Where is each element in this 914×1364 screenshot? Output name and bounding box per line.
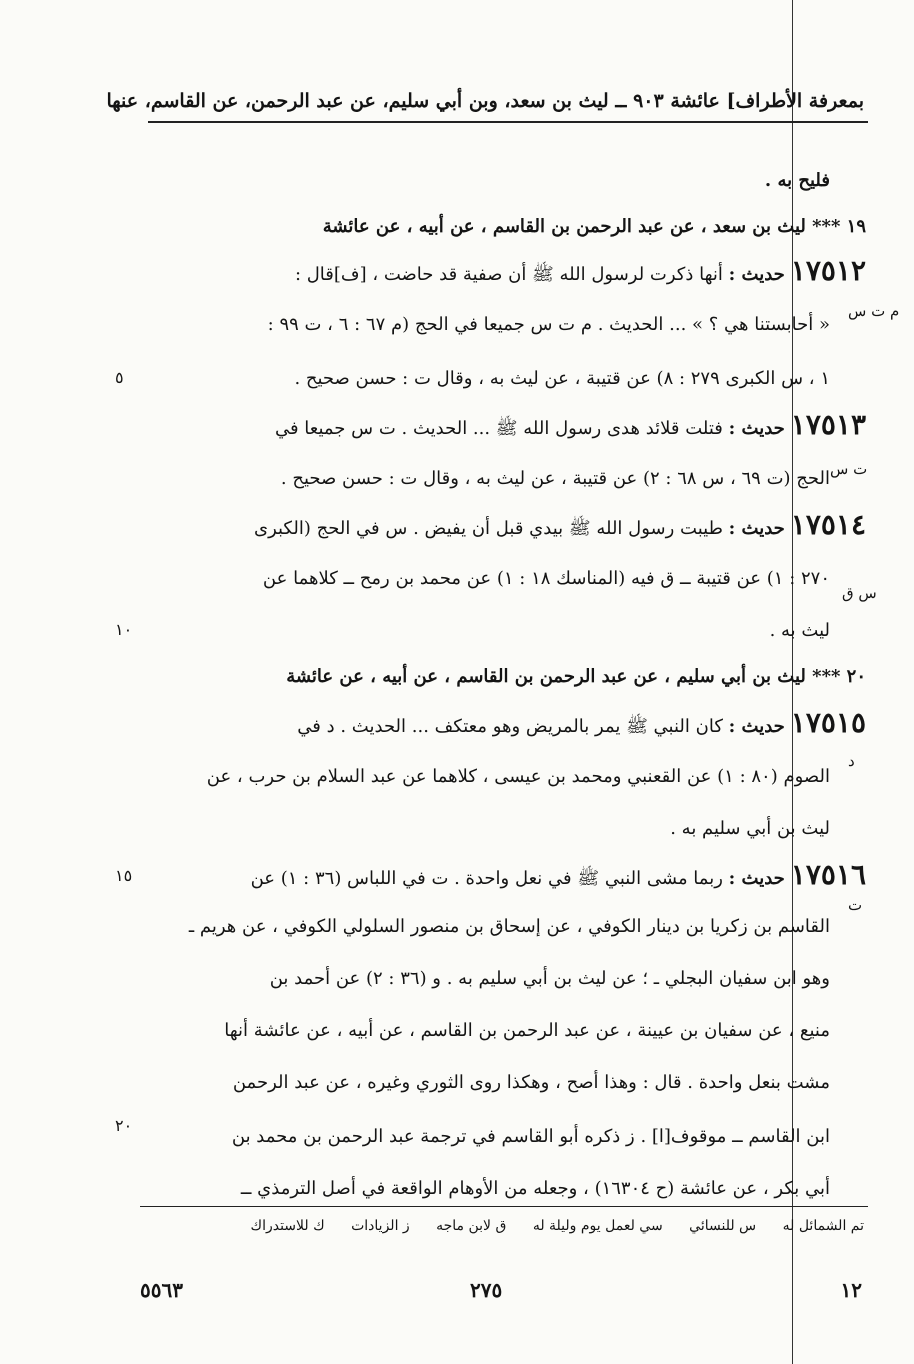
legend-item: ز الزيادات bbox=[351, 1218, 410, 1234]
hadith-number: ١٧٥١٤ bbox=[790, 508, 866, 541]
margin-siglum: س ق bbox=[842, 584, 877, 602]
line-text: ليث به . bbox=[769, 620, 830, 641]
legend-item: سي لعمل يوم وليلة له bbox=[532, 1218, 663, 1234]
hadith-label: حديث : bbox=[728, 868, 785, 889]
running-header: بمعرفة الأطراف] عائشة ٩٠٣ ــ ليث بن سعد، وبن أبي سليم، عن عبد الرحمن، عن القاسم، عنها bbox=[106, 90, 864, 112]
legend-item: س للنسائي bbox=[689, 1218, 757, 1234]
line-text: مشت بنعل واحدة . قال : وهذا أصح ، وهكذا روى الثوري وغيره ، عن عبد الرحمن bbox=[232, 1072, 830, 1093]
header-rule bbox=[148, 121, 868, 123]
line-text: ربما مشى النبي ﷺ في نعل واحدة . ت في اللباس (٣٦ : ١) عن bbox=[250, 868, 729, 889]
hadith-label: حديث : bbox=[728, 716, 785, 737]
legend-item: ك للاستدراك bbox=[250, 1218, 325, 1234]
footnote-rule bbox=[140, 1206, 868, 1207]
line-text: ٢٠ *** ليث بن أبي سليم ، عن عبد الرحمن بن القاسم ، عن أبيه ، عن عائشة bbox=[286, 666, 866, 687]
margin-siglum: ت س bbox=[830, 460, 868, 478]
text-line bbox=[140, 1070, 830, 1096]
hadith-line bbox=[140, 254, 866, 288]
legend-item: تم الشمائل له bbox=[782, 1218, 864, 1234]
page-number-left: ٥٥٦٣ bbox=[140, 1278, 183, 1302]
hadith-label: حديث : bbox=[728, 418, 785, 439]
text-line bbox=[140, 618, 830, 644]
hadith-label: حديث : bbox=[728, 518, 785, 539]
page-number-right: ١٢ bbox=[840, 1278, 862, 1302]
hadith-line bbox=[140, 408, 866, 442]
hadith-label: حديث : bbox=[728, 264, 785, 285]
text-line bbox=[140, 664, 866, 690]
hadith-number: ١٧٥١٦ bbox=[790, 858, 866, 891]
line-text: ابن القاسم ــ موقوف[ا] . ز ذكره أبو القاسم في ترجمة عبد الرحمن بن محمد بن bbox=[231, 1126, 830, 1147]
line-number: ١٥ bbox=[115, 866, 133, 885]
hadith-number: ١٧٥١٢ bbox=[790, 254, 866, 287]
line-text: ليث بن أبي سليم به . bbox=[670, 818, 830, 839]
page-number-center: ٢٧٥ bbox=[470, 1278, 503, 1302]
text-line bbox=[140, 168, 830, 194]
text-line bbox=[140, 816, 830, 842]
line-text: أنها ذكرت لرسول الله ﷺ أن صفية قد حاضت ، [ف]قال : bbox=[294, 264, 729, 285]
line-text: ١ ، س الكبرى ٢٧٩ : ٨) عن قتيبة ، عن ليث به ، وقال ت : حسن صحيح . bbox=[294, 368, 830, 389]
hadith-line bbox=[140, 706, 866, 740]
text-line bbox=[140, 914, 830, 940]
line-text: وهو ابن سفيان البجلي ـ ؛ عن ليث بن أبي سليم به . و (٣٦ : ٢) عن أحمد بن bbox=[269, 968, 830, 989]
text-line bbox=[140, 1124, 830, 1150]
line-text: الحج (ت ٦٩ ، س ٦٨ : ٢) عن قتيبة ، عن ليث به ، وقال ت : حسن صحيح . bbox=[280, 468, 830, 489]
line-text: ٢٧٠ : ١) عن قتيبة ــ ق فيه (المناسك ١٨ : ١) عن محمد بن رمح ــ كلاهما عن bbox=[262, 568, 830, 589]
line-text: طيبت رسول الله ﷺ بيدي قبل أن يفيض . س في الحج (الكبرى bbox=[253, 518, 729, 539]
line-number: ١٠ bbox=[115, 620, 133, 639]
text-line bbox=[140, 366, 830, 392]
footnote-legend bbox=[229, 1218, 864, 1234]
text-line bbox=[140, 566, 830, 592]
line-number: ٥ bbox=[115, 368, 124, 387]
line-text: ١٩ *** ليث بن سعد ، عن عبد الرحمن بن القاسم ، عن أبيه ، عن عائشة bbox=[322, 216, 866, 237]
line-text: القاسم بن زكريا بن دينار الكوفي ، عن إسحاق بن منصور السلولي الكوفي ، عن هريم ـ bbox=[188, 916, 830, 937]
hadith-number: ١٧٥١٥ bbox=[790, 706, 866, 739]
margin-siglum: م ت س bbox=[848, 302, 900, 320]
line-text: « أحابستنا هي ؟ » ... الحديث . م ت س جميعا في الحج (م ٦٧ : ٦ ، ت ٩٩ : bbox=[267, 314, 830, 335]
margin-siglum: ت bbox=[848, 896, 863, 914]
text-line bbox=[140, 214, 866, 240]
text-line bbox=[140, 764, 830, 790]
line-text: منيع ، عن سفيان بن عيينة ، عن عبد الرحمن بن القاسم ، عن أبيه ، عن عائشة أنها bbox=[224, 1020, 830, 1041]
hadith-line bbox=[140, 858, 866, 892]
margin-siglum: د bbox=[848, 752, 855, 770]
line-number: ٢٠ bbox=[115, 1116, 133, 1135]
line-text: أبي بكر ، عن عائشة (ح ١٦٣٠٤) ، وجعله من الأوهام الواقعة في أصل الترمذي ــ bbox=[240, 1178, 830, 1199]
line-text: الصوم (٨٠ : ١) عن القعنبي ومحمد بن عيسى ، كلاهما عن عبد السلام بن حرب ، عن bbox=[206, 766, 830, 787]
legend-item: ق لابن ماجه bbox=[436, 1218, 507, 1234]
hadith-line bbox=[140, 508, 866, 542]
line-text: كان النبي ﷺ يمر بالمريض وهو معتكف ... الحديث . د في bbox=[297, 716, 729, 737]
text-line bbox=[140, 312, 830, 338]
line-text: فتلت قلائد هدى رسول الله ﷺ ... الحديث . ت س جميعا في bbox=[274, 418, 729, 439]
text-line bbox=[140, 966, 830, 992]
text-line bbox=[140, 1176, 830, 1202]
line-text: فليح به . bbox=[764, 170, 830, 191]
text-line bbox=[140, 1018, 830, 1044]
text-line bbox=[140, 466, 830, 492]
hadith-number: ١٧٥١٣ bbox=[790, 408, 866, 441]
